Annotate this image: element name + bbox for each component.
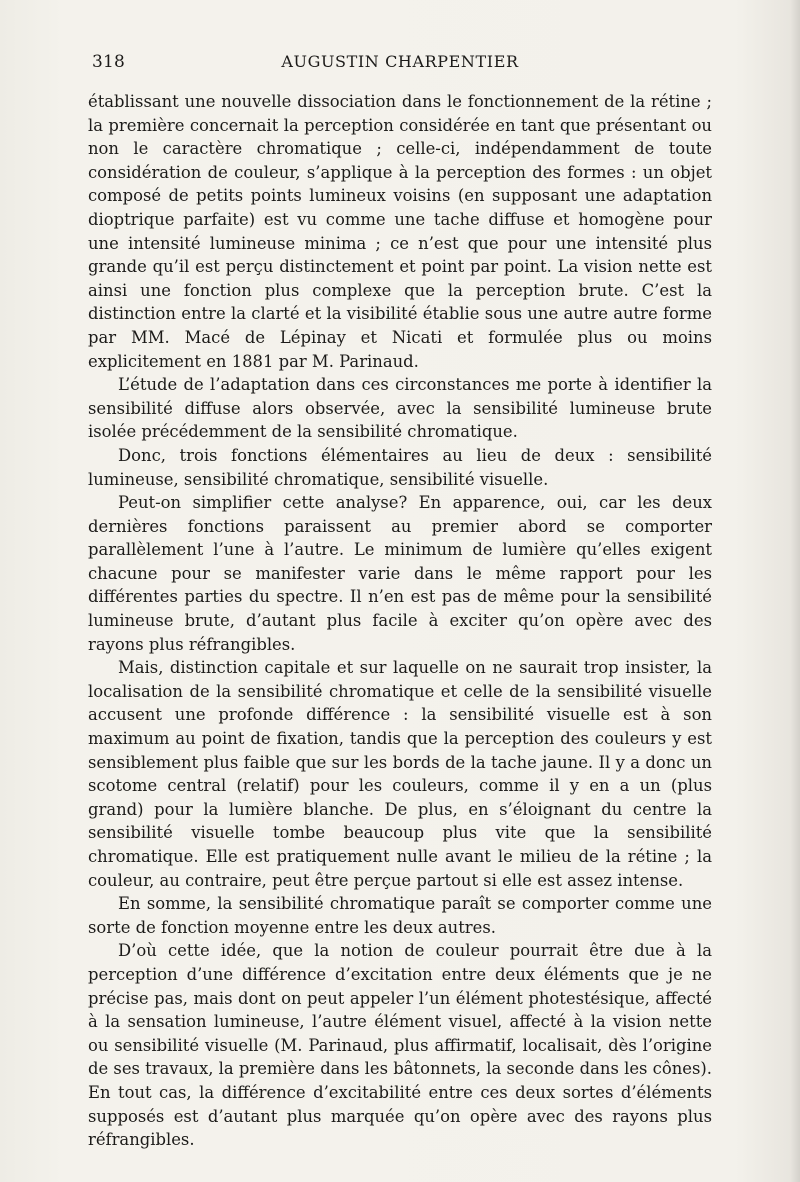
page-number: 318 [92, 52, 126, 72]
paragraph-1-continued: établissant une nouvelle dissociation dans le fonctionnement de la rétine ; la première concernait la perception considérée en tant que présentant ou non le caractère chromatique ; celle-ci, indépendamment de toute considération de couleur, s’applique à la perception des formes : un objet composé de petits points lumineux voisins (en supposant une adaptation dioptrique parfaite) est vu comme une tache diffuse et homogène pour une intensité lumineuse minima ; ce n’est que pour une intensité plus grande qu’il est perçu distinctement et point par point. La vision nette est ainsi une fonction plus complexe que la perception brute. C’est la distinction entre la clarté et la visibilité établie sous une autre autre forme par MM. Macé de Lépinay et Nicati et formulée plus ou moins explicitement en 1881 par M. Parinaud. [88, 92, 712, 371]
paragraph-6: En somme, la sensibilité chromatique paraît se comporter comme une sorte de fonction moyenne entre les deux autres. [88, 894, 712, 937]
page-edge-shadow [790, 0, 800, 1182]
body-text [88, 90, 712, 1152]
paragraph-4: Peut-on simplifier cette analyse? En apparence, oui, car les deux dernières fonctions paraissent au premier abord se comporter parallèlement l’une à l’autre. Le minimum de lumière qu’elles exigent chacune pour se manifester varie dans le même rapport pour les différentes parties du spectre. Il n’en est pas de même pour la sensibilité lumineuse brute, d’autant plus facile à exciter qu’on opère avec des rayons plus réfrangibles. [88, 493, 712, 654]
running-title: AUGUSTIN CHARPENTIER [281, 52, 519, 71]
page-header [88, 52, 712, 80]
paragraph-5: Mais, distinction capitale et sur laquelle on ne saurait trop insister, la localisation de la sensibilité chromatique et celle de la sensibilité visuelle accusent une profonde différence : la sensibilité visuelle est à son maximum au point de fixation, tandis que la perception des couleurs y est sensiblement plus faible que sur les bords de la tache jaune. Il y a donc un scotome central (relatif) pour les couleurs, comme il y en a un (plus grand) pour la lumière blanche. De plus, en s’éloignant du centre la sensibilité visuelle tombe beaucoup plus vite que la sensibilité chromatique. Elle est pratiquement nulle avant le milieu de la rétine ; la couleur, au contraire, peut être perçue partout si elle est assez intense. [88, 658, 712, 890]
paragraph-7: D’où cette idée, que la notion de couleur pourrait être due à la perception d’une différence d’excitation entre deux éléments que je ne précise pas, mais dont on peut appeler l’un élément photestésique, affecté à la sensation lumineuse, l’autre élément visuel, affecté à la vision nette ou sensibilité visuelle (M. Parinaud, plus affirmatif, localisait, dès l’origine de ses travaux, la première dans les bâtonnets, la seconde dans les cônes). En tout cas, la différence d’excitabilité entre ces deux sortes d’éléments supposés est d’autant plus marquée qu’on opère avec des rayons plus réfrangibles. [88, 941, 712, 1150]
paragraph-2: L’étude de l’adaptation dans ces circonstances me porte à identifier la sensibilité diffuse alors observée, avec la sensibilité lumineuse brute isolée précédemment de la sensibilité chromatique. [88, 375, 712, 442]
paragraph-3: Donc, trois fonctions élémentaires au lieu de deux : sensibilité lumineuse, sensibilité chromatique, sensibilité visuelle. [88, 445, 712, 489]
